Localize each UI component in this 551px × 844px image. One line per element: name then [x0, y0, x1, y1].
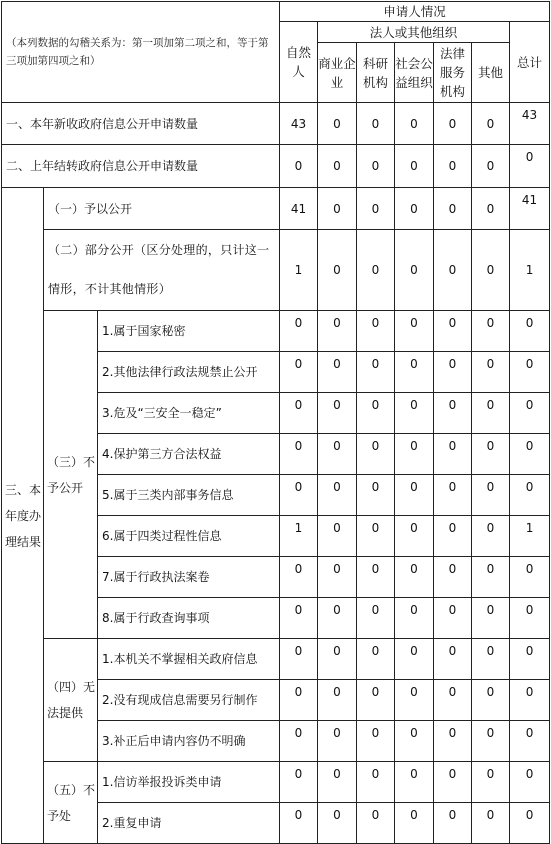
cell: 0 — [280, 803, 318, 844]
cell: 0 — [434, 803, 472, 844]
table-row — [2, 311, 550, 352]
cell: 0 — [357, 230, 395, 311]
cell: 0 — [395, 145, 434, 188]
table-row — [2, 762, 550, 803]
cell: 0 — [472, 145, 510, 188]
cell: 0 — [395, 352, 434, 393]
cell: 0 — [357, 103, 395, 145]
cell-total: 0 — [510, 145, 550, 188]
cell: 0 — [280, 475, 318, 516]
sub-item-label: 1.属于国家秘密 — [98, 311, 280, 352]
cell: 0 — [472, 393, 510, 434]
cell-total: 0 — [510, 598, 550, 639]
cell: 0 — [472, 803, 510, 844]
cell: 0 — [434, 762, 472, 803]
sub-item-label: 3.危及“三安全一稳定” — [98, 393, 280, 434]
applicant-status-header: 申请人情况 — [280, 2, 550, 22]
cell: 0 — [434, 434, 472, 475]
cell: 0 — [318, 516, 357, 557]
cell: 0 — [280, 557, 318, 598]
cell: 0 — [434, 475, 472, 516]
cell: 0 — [280, 352, 318, 393]
cell: 0 — [280, 762, 318, 803]
cell: 0 — [280, 311, 318, 352]
cell: 0 — [434, 721, 472, 762]
cell-total: 0 — [510, 475, 550, 516]
cell: 0 — [318, 103, 357, 145]
legal-or-other-header: 法人或其他组织 — [318, 22, 510, 43]
sub-item-label: 2.其他法律行政法规禁止公开 — [98, 352, 280, 393]
cell: 0 — [318, 762, 357, 803]
cell: 0 — [357, 721, 395, 762]
cell: 0 — [280, 721, 318, 762]
cell: 0 — [357, 639, 395, 680]
cell-total: 0 — [510, 311, 550, 352]
disclosure-statistics-table — [1, 1, 550, 844]
group-label-g3: （三）不予公开 — [44, 311, 98, 639]
section-3-label: 三、本年度办理结果 — [2, 188, 44, 844]
cell: 0 — [318, 393, 357, 434]
cell: 0 — [395, 762, 434, 803]
cell: 0 — [318, 434, 357, 475]
cell: 1 — [280, 230, 318, 311]
cell: 0 — [318, 475, 357, 516]
cell: 0 — [472, 475, 510, 516]
cell: 0 — [318, 145, 357, 188]
cell: 0 — [472, 721, 510, 762]
cell-total: 0 — [510, 680, 550, 721]
cell: 0 — [434, 188, 472, 230]
cell: 0 — [472, 762, 510, 803]
cell: 0 — [357, 311, 395, 352]
cell: 0 — [472, 434, 510, 475]
cell: 0 — [318, 721, 357, 762]
cell: 0 — [472, 230, 510, 311]
cell: 0 — [357, 145, 395, 188]
cell: 0 — [395, 188, 434, 230]
sub-item-label: 1.信访举报投诉类申请 — [98, 762, 280, 803]
cell: 0 — [434, 103, 472, 145]
cell: 0 — [318, 639, 357, 680]
cell-total: 0 — [510, 803, 550, 844]
cell: 0 — [395, 230, 434, 311]
cell: 0 — [395, 516, 434, 557]
cell: 0 — [395, 393, 434, 434]
cell: 0 — [395, 103, 434, 145]
cell: 0 — [357, 557, 395, 598]
col-legal-service: 法律服务机构 — [434, 43, 472, 103]
group-label-g4: （四）无法提供 — [44, 639, 98, 762]
col-research: 科研机构 — [357, 43, 395, 103]
cell: 0 — [280, 598, 318, 639]
cell: 0 — [434, 680, 472, 721]
cell: 0 — [318, 598, 357, 639]
cell: 0 — [434, 393, 472, 434]
cell: 0 — [318, 230, 357, 311]
sub-item-label: 5.属于三类内部事务信息 — [98, 475, 280, 516]
cell: 0 — [357, 598, 395, 639]
sub-item-label: 2.没有现成信息需要另行制作 — [98, 680, 280, 721]
cell: 0 — [472, 639, 510, 680]
cell: 0 — [280, 434, 318, 475]
cell: 0 — [472, 680, 510, 721]
sub-item-label: 2.重复申请 — [98, 803, 280, 844]
cell: 0 — [434, 230, 472, 311]
cell: 0 — [472, 352, 510, 393]
cell: 0 — [434, 598, 472, 639]
cell-total: 41 — [510, 188, 550, 230]
cell-total: 0 — [510, 393, 550, 434]
cell-total: 0 — [510, 434, 550, 475]
col-other: 其他 — [472, 43, 510, 103]
cell: 0 — [395, 639, 434, 680]
col-public-welfare: 社会公益组织 — [395, 43, 434, 103]
cell: 0 — [280, 639, 318, 680]
cell: 0 — [472, 188, 510, 230]
row-new-applications-label: 一、本年新收政府信息公开申请数量 — [2, 103, 280, 145]
cell: 0 — [472, 557, 510, 598]
cell-total: 0 — [510, 639, 550, 680]
row-partially-disclosed-label: （二）部分公开（区分处理的，只计这一情形，不计其他情形） — [44, 230, 280, 311]
sub-item-label: 1.本机关不掌握相关政府信息 — [98, 639, 280, 680]
cell-total: 43 — [510, 103, 550, 145]
cell: 0 — [318, 680, 357, 721]
cell-total: 0 — [510, 721, 550, 762]
cell: 0 — [280, 680, 318, 721]
sub-item-label: 8.属于行政查询事项 — [98, 598, 280, 639]
cell: 0 — [472, 516, 510, 557]
cell: 0 — [434, 311, 472, 352]
cell-total: 1 — [510, 230, 550, 311]
cell: 0 — [395, 434, 434, 475]
cell: 0 — [434, 516, 472, 557]
cell: 0 — [318, 188, 357, 230]
cell: 0 — [395, 721, 434, 762]
sub-item-label: 4.保护第三方合法权益 — [98, 434, 280, 475]
cell: 0 — [357, 352, 395, 393]
sub-item-label: 3.补正后申请内容仍不明确 — [98, 721, 280, 762]
cell-total: 0 — [510, 352, 550, 393]
cell: 0 — [395, 311, 434, 352]
relation-note: （本列数据的勾稽关系为：第一项加第二项之和，等于第三项加第四项之和） — [2, 2, 280, 103]
row-carried-over-label: 二、上年结转政府信息公开申请数量 — [2, 145, 280, 188]
col-total: 总计 — [510, 22, 550, 103]
cell: 0 — [395, 598, 434, 639]
cell-total: 0 — [510, 557, 550, 598]
cell: 0 — [472, 103, 510, 145]
cell: 0 — [357, 475, 395, 516]
table-row — [2, 639, 550, 680]
sub-item-label: 7.属于行政执法案卷 — [98, 557, 280, 598]
cell: 0 — [318, 557, 357, 598]
cell: 0 — [357, 393, 395, 434]
col-business: 商业企业 — [318, 43, 357, 103]
cell: 0 — [357, 188, 395, 230]
cell: 0 — [318, 352, 357, 393]
cell: 0 — [280, 393, 318, 434]
cell: 0 — [357, 762, 395, 803]
cell: 0 — [395, 680, 434, 721]
cell: 0 — [395, 557, 434, 598]
cell: 0 — [434, 352, 472, 393]
cell: 0 — [395, 803, 434, 844]
cell: 0 — [357, 516, 395, 557]
cell-total: 0 — [510, 762, 550, 803]
cell: 0 — [357, 680, 395, 721]
cell: 0 — [318, 803, 357, 844]
group-label-g5: （五）不予处 — [44, 762, 98, 844]
cell: 43 — [280, 103, 318, 145]
cell: 1 — [280, 516, 318, 557]
sub-item-label: 6.属于四类过程性信息 — [98, 516, 280, 557]
cell: 0 — [434, 145, 472, 188]
cell: 0 — [318, 311, 357, 352]
row-disclosed-label: （一）予以公开 — [44, 188, 280, 230]
cell: 0 — [357, 434, 395, 475]
cell: 41 — [280, 188, 318, 230]
col-natural-person: 自然人 — [280, 22, 318, 103]
cell: 0 — [472, 598, 510, 639]
cell: 0 — [395, 475, 434, 516]
cell: 0 — [434, 639, 472, 680]
cell: 0 — [472, 311, 510, 352]
cell-total: 1 — [510, 516, 550, 557]
cell: 0 — [434, 557, 472, 598]
cell: 0 — [280, 145, 318, 188]
cell: 0 — [357, 803, 395, 844]
